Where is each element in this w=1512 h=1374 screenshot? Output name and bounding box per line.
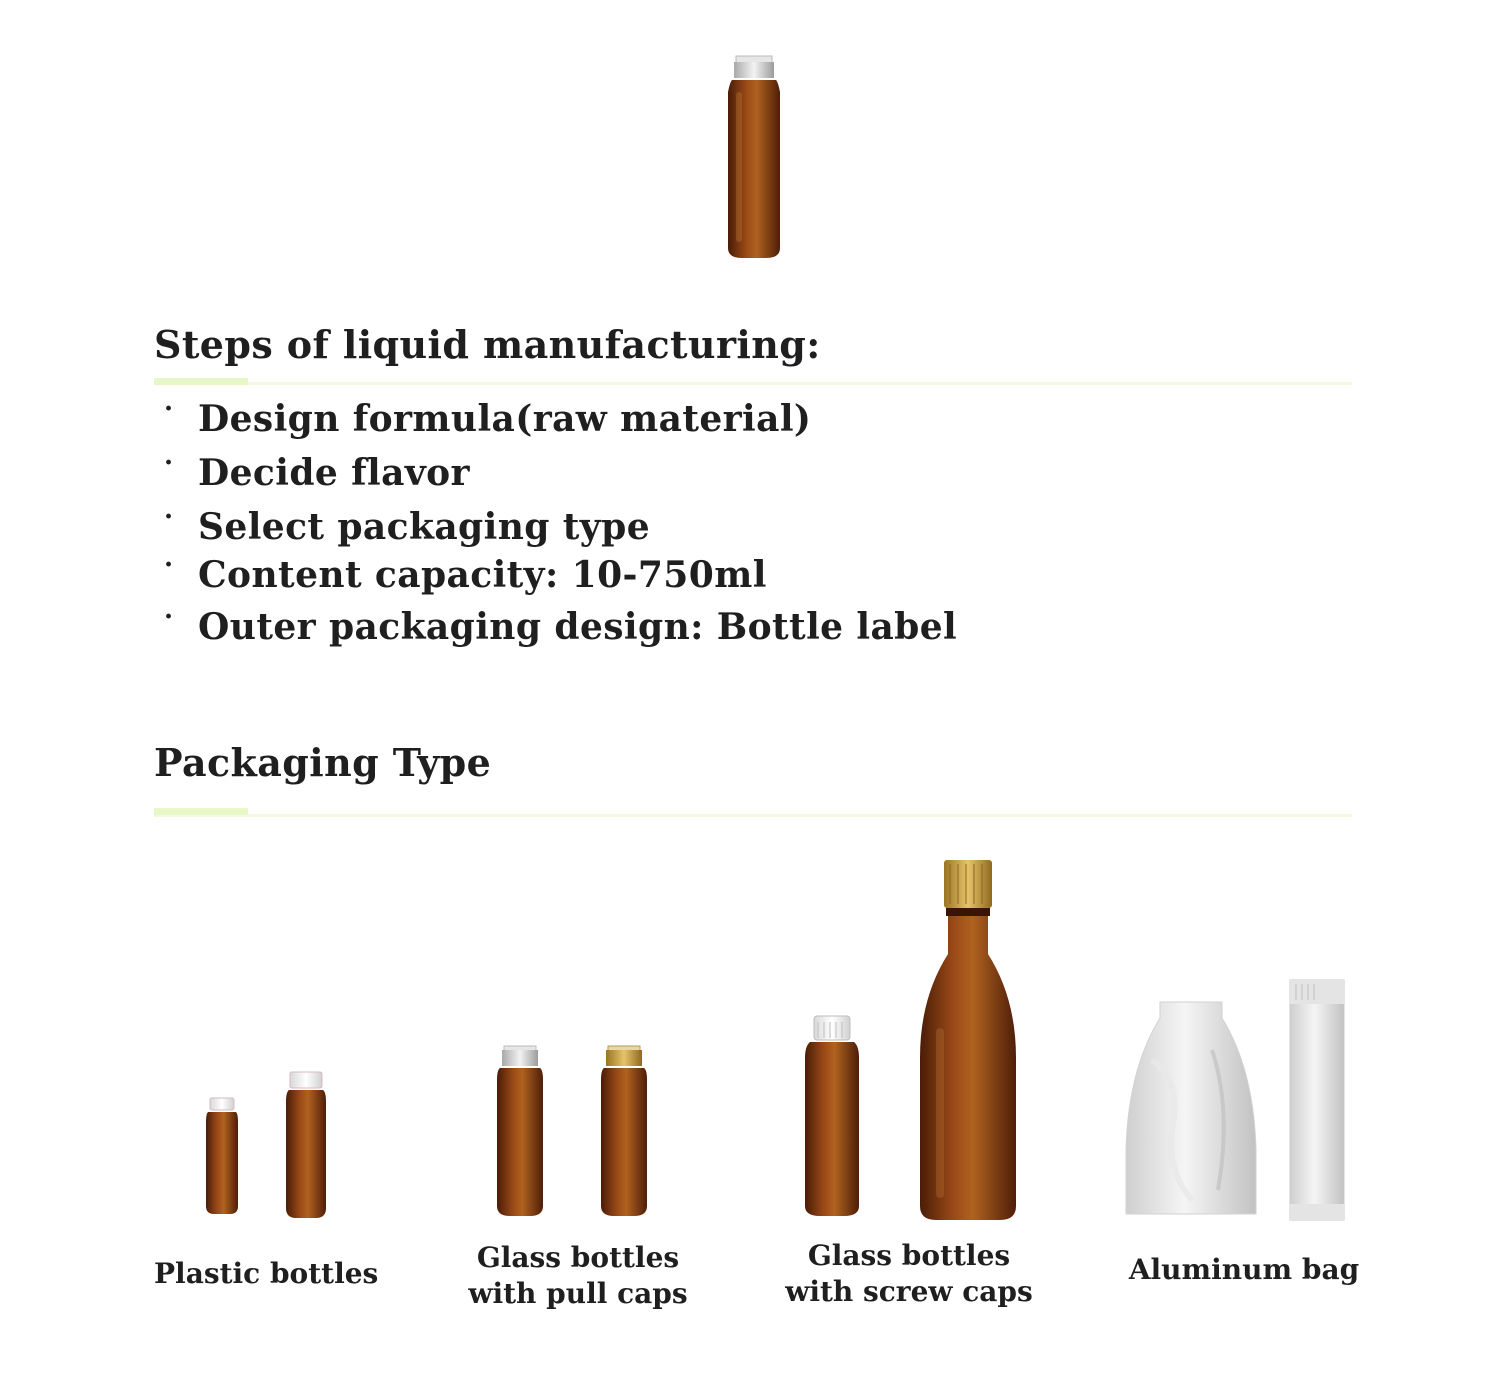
caption-line-1: Aluminum bag <box>1128 1253 1360 1286</box>
steps-list <box>154 394 1054 658</box>
packaging-title-divider <box>154 814 1352 817</box>
step-text: Decide flavor <box>198 452 470 494</box>
glass-pull-cap-gold-image <box>598 1044 650 1220</box>
caption-line-2: with screw caps <box>785 1275 1033 1308</box>
caption-glass-pull-caps <box>452 1240 704 1312</box>
glass-screw-cap-large-image <box>916 858 1020 1224</box>
aluminum-stick-pack-image <box>1288 978 1346 1224</box>
caption-line-1: Glass bottles <box>476 1241 680 1274</box>
step-text: Outer packaging design: Bottle label <box>198 606 958 648</box>
caption-glass-screw-caps <box>780 1238 1038 1310</box>
glass-screw-cap-small-image <box>802 1014 862 1220</box>
caption-line-1: Glass bottles <box>807 1239 1011 1272</box>
steps-title-accent <box>154 378 248 385</box>
bullet: · <box>164 502 174 532</box>
plastic-bottle-large-image <box>284 1070 328 1220</box>
caption-plastic-bottles <box>154 1256 379 1292</box>
aluminum-pouch-image <box>1122 1000 1260 1222</box>
plastic-bottle-small-image <box>204 1096 240 1216</box>
caption-line-2: with pull caps <box>468 1277 688 1310</box>
steps-title: Steps of liquid manufacturing: <box>154 322 821 367</box>
hero-bottle-image <box>722 52 786 262</box>
step-text: Design formula(raw material) <box>198 398 812 440</box>
glass-pull-cap-silver-image <box>494 1044 546 1220</box>
step-text: Content capacity: 10-750ml <box>198 554 767 596</box>
step-text: Select packaging type <box>198 506 651 548</box>
bullet: · <box>164 448 174 478</box>
bullet: · <box>164 602 174 632</box>
bullet: · <box>164 394 174 424</box>
packaging-title-accent <box>154 808 248 815</box>
caption-line-1: Plastic bottles <box>154 1257 379 1290</box>
caption-aluminum-bag <box>1122 1252 1366 1288</box>
steps-title-divider <box>154 382 1352 385</box>
bullet: · <box>164 550 174 580</box>
packaging-title: Packaging Type <box>154 740 492 785</box>
